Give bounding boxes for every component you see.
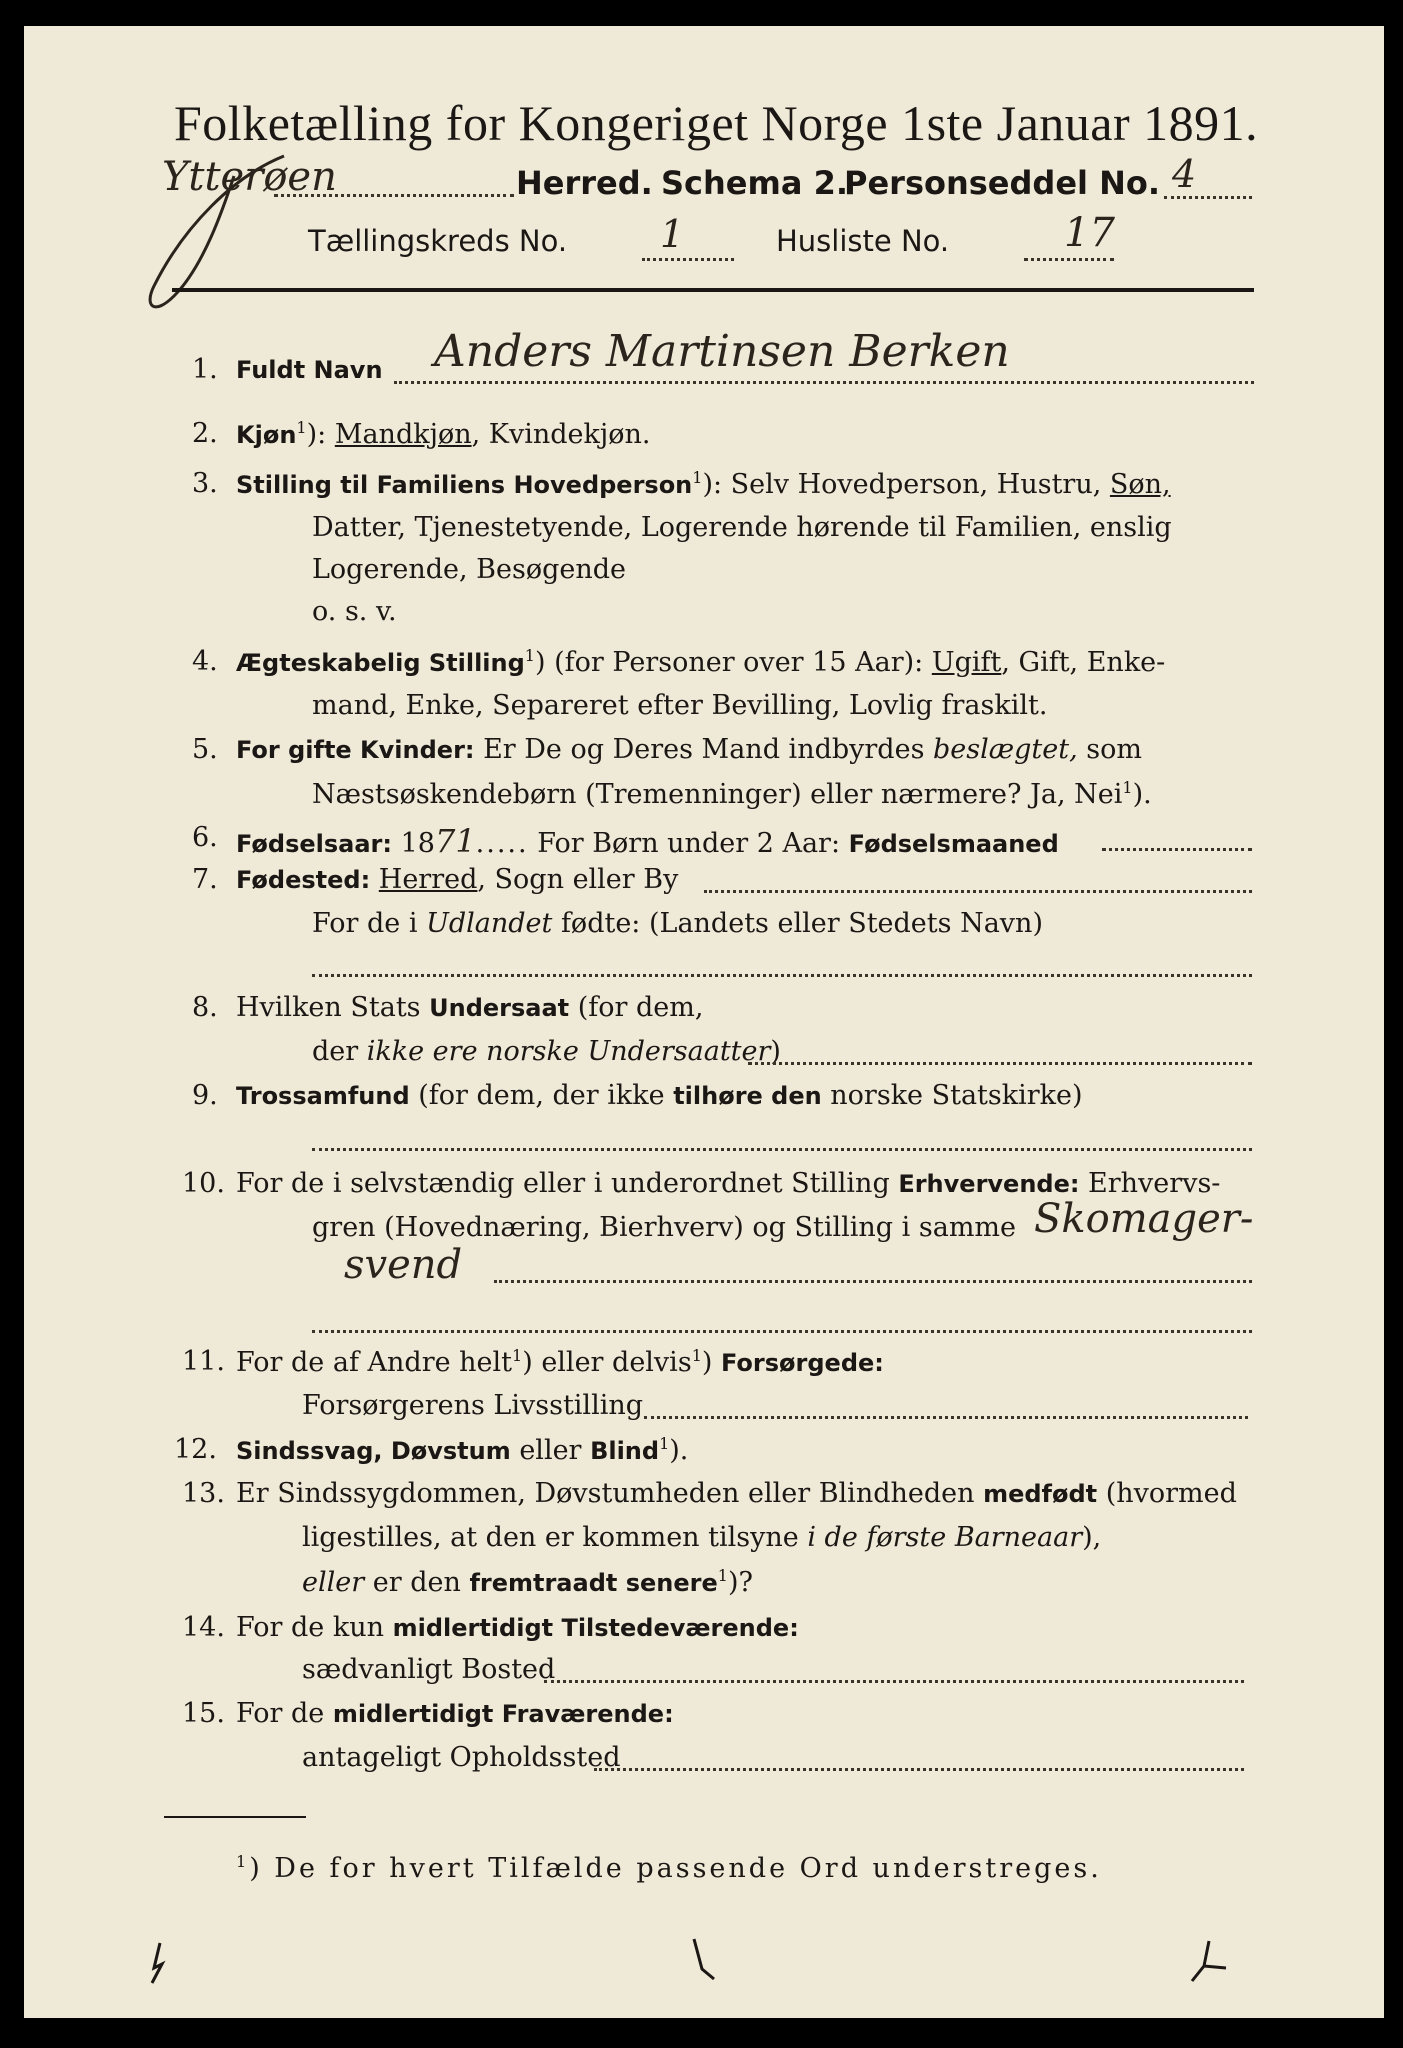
item-number: 2. [192,418,218,449]
q10-dotted-line [494,1280,1252,1283]
q2-selected-option: Mandkjøn [334,419,472,450]
q3-line2: Datter, Tjenestetyende, Logerende hørende til Familien, enslig [312,512,1172,543]
registration-mark-left-icon [142,1938,172,1988]
item-number: 9. [192,1080,218,1111]
q2-text: Kjøn$^1$): Mandkjøn, Kvindekjøn. [236,418,651,450]
item-number: 13. [182,1478,225,1509]
q11-line2: Forsørgerens Livsstilling [302,1390,644,1421]
q15-dotted-line [594,1768,1244,1771]
item-number: 6. [192,822,218,853]
item-number: 3. [192,468,218,499]
herred-name-handwritten: Ytterøen [162,154,337,200]
q6-text: Fødselsaar: 1871..... For Børn under 2 Aar: Fødselsmaaned [236,822,1059,860]
q12-text: Sindssvag, Døvstum eller Blind$^1$). [236,1434,689,1466]
husliste-dotted-line [1024,258,1114,261]
census-form-page [24,26,1384,2018]
q9-line1: Trossamfund (for dem, der ikke tilhøre den norske Statskirke) [236,1080,1083,1111]
q3-line1: Stilling til Familiens Hovedperson$^1$): Selv Hovedperson, Hustru, Søn, [236,468,1171,500]
taellingskreds-dotted-line [642,258,734,261]
q11-line1: For de af Andre helt$^1$) eller delvis$^1$) Forsørgede: [236,1346,884,1378]
taellingskreds-label: Tællingskreds No. [308,224,568,258]
q13-line2: ligestilles, at den er kommen tilsyne i de første Barneaar), [302,1522,1102,1553]
herred-label: Herred. [516,164,653,202]
q3-line4: o. s. v. [312,596,397,627]
q7-dotted-line [704,890,1252,893]
q1-answer-name: Anders Martinsen Berken [434,326,1010,377]
q11-dotted-line [644,1416,1248,1419]
q5-line2: Næstsøskendebørn (Tremenninger) eller nærmere? Ja, Nei$^1$). [312,778,1152,810]
q10-line1: For de i selvstændig eller i underordnet Stilling Erhvervende: Erhvervs- [236,1168,1221,1199]
q15-line2: antageligt Opholdssted [302,1742,621,1773]
q3-line3: Logerende, Besøgende [312,554,626,585]
q15-line1: For de midlertidigt Fraværende: [236,1698,674,1729]
q14-dotted-line [544,1680,1244,1683]
q1-dotted-line [394,381,1254,384]
q10-answer-handwritten-2: svend [344,1242,463,1288]
taellingskreds-number: 1 [660,212,685,256]
q8-line2: der ikke ere norske Undersaatter) [312,1036,781,1067]
q6-birth-year-handwritten: 71 [434,822,476,860]
q10-dotted-line-2 [312,1330,1252,1333]
q7-dotted-line-2 [312,974,1252,977]
item-number: 11. [182,1346,225,1377]
husliste-label: Husliste No. [776,224,950,258]
footnote-text: $^1$) De for hvert Tilfælde passende Ord understreges. [236,1852,1102,1884]
item-number: 10. [182,1168,225,1199]
q7-line1: Fødested: Herred, Sogn eller By [236,864,679,895]
q1-label: Fuldt Navn [236,356,383,384]
q5-line1: For gifte Kvinder: Er De og Deres Mand indbyrdes beslægtet, som [236,734,1142,765]
q14-line2: sædvanligt Bosted [302,1654,556,1685]
item-number: 15. [182,1698,225,1729]
q10-line2: gren (Hovednæring, Bierhverv) og Stilling i samme [312,1212,1017,1243]
q8-line1: Hvilken Stats Undersaat (for dem, [236,992,704,1023]
q10-answer-handwritten-1: Skomager- [1034,1196,1254,1242]
schema-label: Schema 2. [661,164,848,202]
q8-dotted-line [748,1062,1252,1065]
q7-line2: For de i Udlandet fødte: (Landets eller Stedets Navn) [312,908,1043,939]
item-number: 14. [182,1612,225,1643]
form-title: Folketælling for Kongeriget Norge 1ste Januar 1891. [174,95,1259,151]
q6-dotted-line [1102,848,1252,851]
item-number: 8. [192,992,218,1023]
q13-line1: Er Sindssygdommen, Døvstumheden eller Blindheden medfødt (hvormed [236,1478,1237,1509]
q9-dotted-line [312,1148,1252,1151]
q14-line1: For de kun midlertidigt Tilstedeværende: [236,1612,799,1643]
personseddel-dotted-line [1164,196,1252,199]
registration-mark-right-icon [1184,1936,1234,1986]
item-number: 5. [192,734,218,765]
item-number: 12. [174,1434,217,1465]
q13-line3: eller er den fremtraadt senere$^1$)? [302,1566,753,1598]
q3-selected-option: Søn, [1109,469,1171,500]
item-number: 1. [192,354,218,385]
q4-line1: Ægteskabelig Stilling$^1$) (for Personer over 15 Aar): Ugift, Gift, Enke- [236,646,1166,678]
item-number: 7. [192,864,218,895]
personseddel-label: Personseddel No. [844,164,1161,202]
q4-selected-option: Ugift [931,647,1002,678]
personseddel-number: 4 [1172,152,1197,196]
husliste-number: 17 [1064,210,1115,256]
q7-selected-option: Herred [378,864,478,895]
handwritten-flourish-icon [114,136,334,326]
q4-line2: mand, Enke, Separeret efter Bevilling, Lovlig fraskilt. [312,690,1048,721]
registration-mark-center-icon [684,1934,724,1984]
item-number: 4. [192,646,218,677]
header-rule [172,288,1254,292]
footnote-rule [164,1816,306,1818]
